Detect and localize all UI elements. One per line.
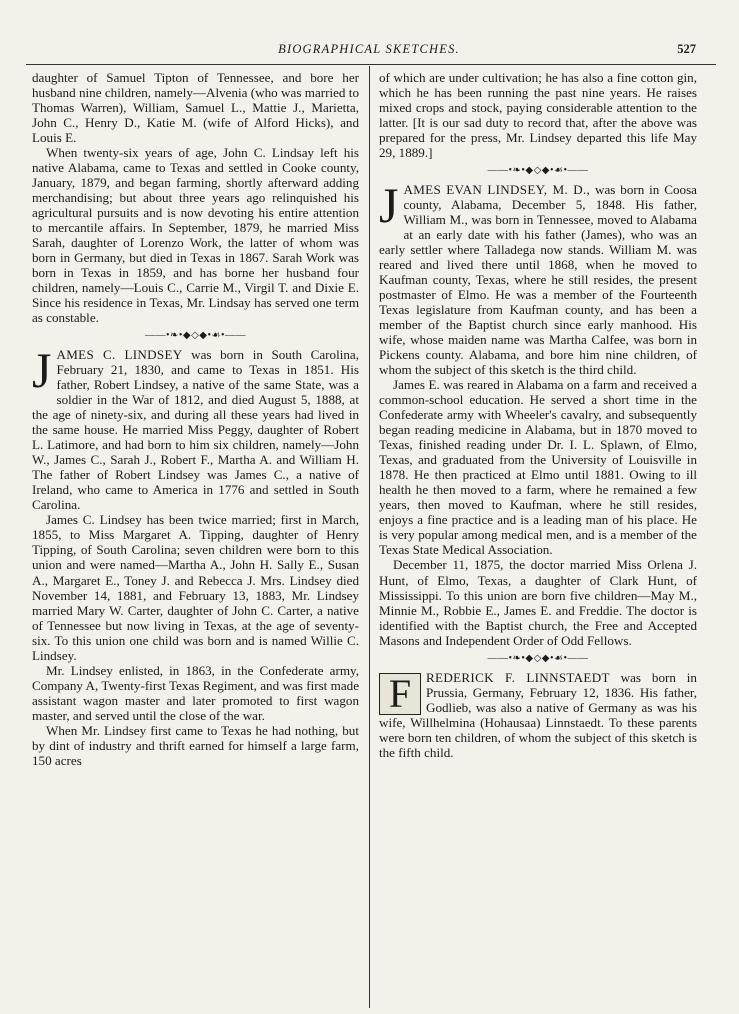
james-c-army-paragraph: Mr. Lindsey enlisted, in 1863, in the Confederate army, Company A, Twenty-first Texas Regiment, and was first made assistant wagon master and later promoted to first wagon master, and served until the close of the war. [32,662,359,723]
left-column [32,70,359,768]
drop-cap-letter: J [32,342,52,399]
section-ornament: ——•❧•◆◇◆•☙•—— [145,330,246,342]
biography-heading: REDERICK F. LINNSTAEDT [426,669,610,685]
running-title: BIOGRAPHICAL SKETCHES. [278,42,460,56]
james-c-marriage-paragraph: James C. Lindsey has been twice married; first in March, 1855, to Miss Margaret A. Tipping, daughter of Henry Tipping, of South Carolina; seven children were born to this union and were named—Martha A., John H. Sally E., Susan A., Margaret E., Toney J. and Rebecca J. Mrs. Lindsey died November 14, 1881, and February 13, 1883, Mr. Lindsey married Mary W. Carter, daughter of John C. Carter, a native of Tennessee but now living in Texas, at the age of seventy-six. To this union one child was born and is named Willie C. Lindsey. [32,512,359,663]
biography-intro-text: was born in South Carolina, February 21, 1830, and came to Texas in 1851. His father, Robert Lindsey, a native of the same State, was a soldier in the War of 1812, and died August 5, 1888, at the age of ninety-six, and during all these years had lived in the same house. He married Miss Peggy, daughter of Robert L. Latimore, and had born to him six children, namely—John W., James C., Sarah J., Robert F., Martha A. and William H. The father of Robert Lindsey was James C., a native of Ireland, who came to America in 1776 and settled in South Carolina. [32,347,359,513]
biography-intro-text: was born in Prussia, Germany, February 12, 1836. His father, Godlieb, was also a native of Germany as was his wife, Willhelmina (Hohausaa) Linnstaedt. To these parents were born ten children, of whom the subject of this sketch is the fifth child. [379,669,697,760]
biography-heading: AMES EVAN LINDSEY, M. D., [403,182,591,198]
farm-continued-paragraph: of which are under cultivation; he has also a fine cotton gin, which he has been running the past nine years. He raises mixed crops and stock, paying considerable attention to the latter. [It is our sad duty to record that, after the above was prepared for the press, Mr. Lindsey departed this life May 29, 1889.] [379,70,697,161]
section-ornament: ——•❧•◆◇◆•☙•—— [487,652,589,664]
frederick-linnstaedt-intro [379,670,697,760]
james-evan-marriage-paragraph: December 11, 1875, the doctor married Miss Orlena J. Hunt, of Elmo, Texas, a daughter of Clark Hunt, of Mississippi. To this union are born five children—May M., Minnie M., Robbie E., James E. and Freddie. The doctor is identified with the Baptist church, the Free and Accepted Masons and Independent Order of Odd Fellows. [379,557,697,648]
biography-intro-text: was born in Coosa county, Alabama, December 5, 1848. His father, William M., was born in Tennessee, moved to Alabama at an early date with his father (James), who was an early settler where Talladega now stands. William M. was reared and lived there until 1868, when he moved to Kaufman county, Texas, where he still resides, the present postmaster of Elmo. He was a member of the Fourteenth Texas legislature from Kaufman county, and has been a member of the Baptist church since early manhood. His wife, whose maiden name was Martha Calfee, was born in Pickens county. Alabama, and bore him nine children, of whom the subject of this sketch is the third child. [379,182,697,378]
right-column [379,70,697,760]
drop-cap-letter: F [379,673,421,715]
running-header [26,42,712,64]
section-ornament: ——•❧•◆◇◆•☙•—— [487,165,589,177]
header-rule [26,64,716,65]
james-evan-lindsey-intro [379,177,697,378]
james-c-lindsey-intro [32,342,359,513]
drop-cap-letter: J [379,177,399,234]
john-c-lindsay-paragraph: When twenty-six years of age, John C. Lindsay left his native Alabama, came to Texas and settled in Cooke county, January, 1879, and began farming, shortly afterward adding merchandising; but about three years ago relinquished his agricultural pursuits and is now devoting his entire attention to mercantile affairs. In September, 1879, he married Miss Sarah, daughter of Lorenzo Work, the latter of whom was born in Germany, but died in Texas in 1867. Sarah Work was born in Texas in 1859, and has borne her husband four children, namely—Louis C., Carrie M., Virgil T. and Dixie E. Since his residence in Texas, Mr. Lindsay has served one term as constable. [32,145,359,326]
james-c-farm-paragraph: When Mr. Lindsey first came to Texas he had nothing, but by dint of industry and thrift earned for himself a large farm, 150 acres [32,722,359,768]
column-divider [369,66,370,1008]
page-number: 527 [677,42,696,56]
james-evan-education-paragraph: James E. was reared in Alabama on a farm and received a common-school education. He served a short time in the Confederate army with Wheeler's cavalry, and subsequently began reading medicine in Alabama, but in 1870 moved to Texas, finished reading under Dr. I. L. Splawn, of Elmo, Texas, and graduated from the University of Louisville in 1878. He then practiced at Elmo until 1881. Owing to ill health he then moved to a farm, where he remained a few years, then moved to Kaufman, where he still resides, enjoys a fine practice and is a leading man of his place. He is very popular among medical men, and is a member of the Texas State Medical Association. [379,377,697,558]
biography-heading: AMES C. LINDSEY [56,347,183,363]
tipton-paragraph: daughter of Samuel Tipton of Tennessee, and bore her husband nine children, namely—Alvenia (who was married to Thomas Warren), William, Samuel L., Mattie J., Marietta, John C., Henry D., Katie M. (wife of Alford Hicks), and Louis E. [32,70,359,146]
